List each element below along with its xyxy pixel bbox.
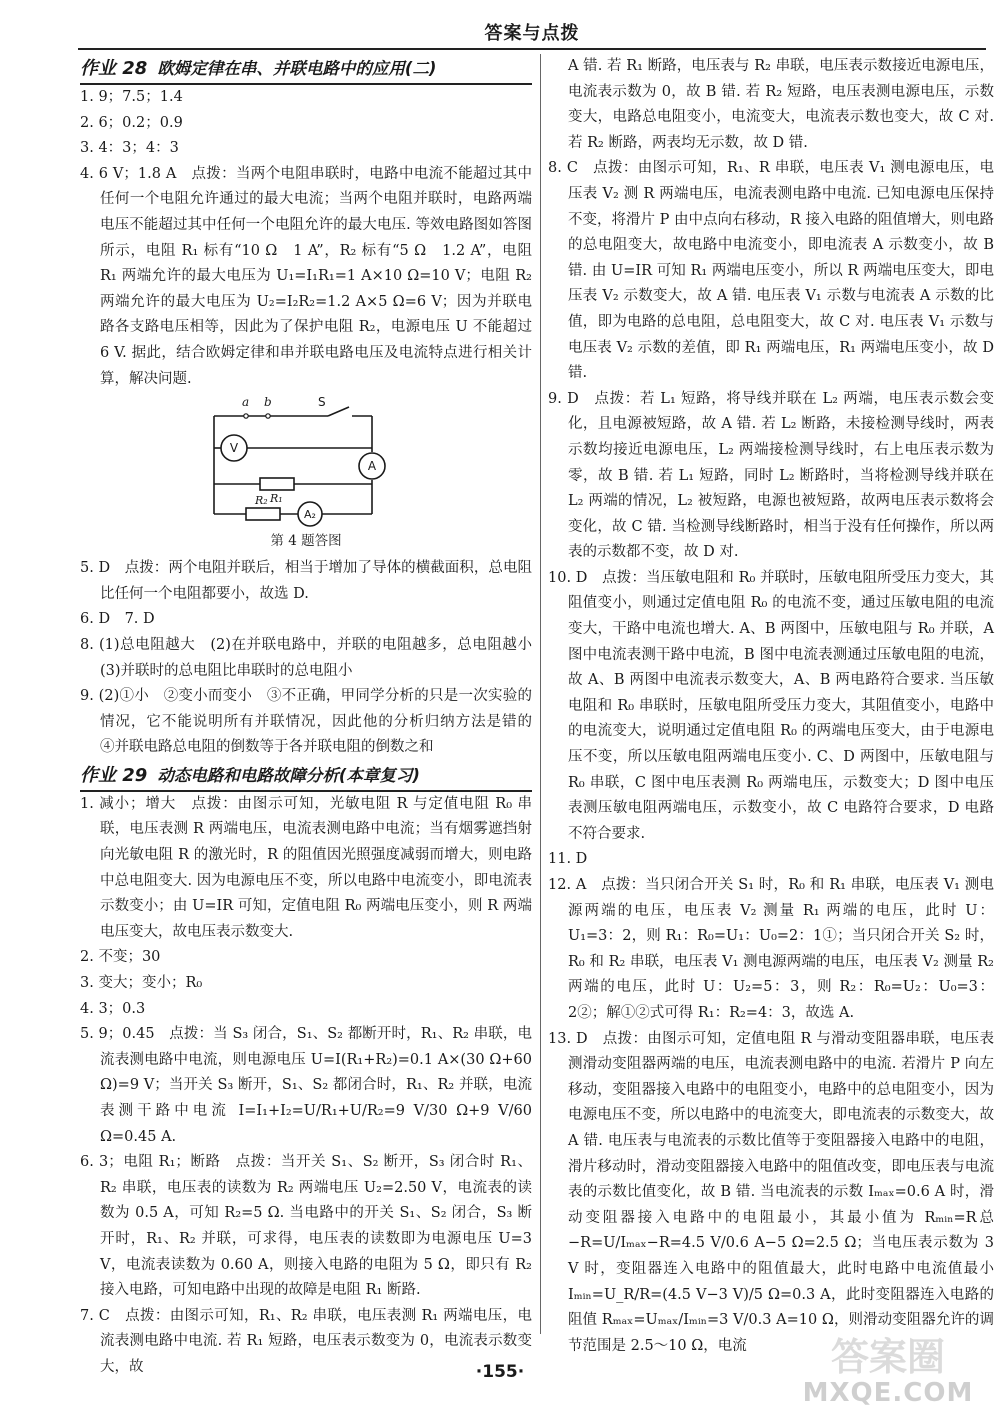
- answer-item: 2. 不变；30: [80, 949, 161, 966]
- section-number-28: 作业 28: [80, 58, 148, 79]
- answer-item: 8. (1)总电阻越大 (2)在并联电路中，并联的电阻越多，总电阻越小 (3)并联时的总电阻比串联时的总电阻小: [80, 636, 547, 679]
- answer-item: 5. 9；0.45 点拨：当 S₃ 闭合，S₁、S₂ 都断开时，R₁、R₂ 串联，电流表测电路中电流，则电源电压 U=I(R₁+R₂)=0.1 A×(30 Ω+60 Ω)=9 V；当开关 S₃ 断开，S₁、S₂ 都闭合时，R₁、R₂ 并联，电流表测干路中电流 I=I₁+I₂=U/R₁+U/R₂=9 V/30 Ω+9 V/60 Ω=0.45 A.: [80, 1026, 532, 1145]
- answer-item: 13. D 点拨：由图示可知，定值电阻 R 与滑动变阻器串联，电压表测滑动变阻器两端的电压，电流表测电路中的电流. 若滑片 P 向左移动，变阻器接入电路中的电阻变小，电路中的总电阻变小，因为电源电压不变，所以电路中的电流变大，即电流表的示数变大，故 A 错. 电压表与电流表的示数比值等于变阻器接入电路中的电阻，滑片移动时，滑动变阻器接入电路中的阻值改变，即电压表与电流表的示数比值变化，故 B 错. 当电流表的示数 Iₘₐₓ=0.6 A 时，滑动变阻器接入电路中的电阻最小，其最小值为 Rₘᵢₙ=R总−R=U/Iₘₐₓ−R=4.5 V/0.6 A−5 Ω=2.5 Ω；当电压表示数为 3 V 时，变阻器连入电路中的阻值最大，此时电路中电流值最小 Iₘᵢₙ=U_R/R=(4.5 V−3 V)/5 Ω=0.3 A，此时变阻器连入电路的阻值 Rₘₐₓ=Uₘₐₓ/Iₘᵢₙ=3 V/0.3 A=10 Ω，则滑动变阻器允许的调节范围是 2.5～10 Ω，电流: [548, 1030, 994, 1354]
- answer-item: 7. C 点拨：由图示可知，R₁、R₂ 串联，电压表测 R₁ 两端电压，电流表测电路中电流. 若 R₁ 短路，电压表示数变为 0，电流表示数变大，故: [80, 1307, 532, 1375]
- section-heading-29: 动态电路和电路故障分析(本章复习): [157, 765, 420, 785]
- section-title-29: [80, 762, 532, 792]
- ammeter-a2-label: A₂: [304, 508, 316, 522]
- circuit-diagram: [206, 394, 406, 530]
- header-title: 答案与点拨: [484, 23, 580, 44]
- answer-item: 4. 3；0.3: [80, 1000, 146, 1017]
- answer-item: 9. D 点拨：若 L₁ 短路，将导线并联在 L₂ 两端，电压表示数会变化，且电源被短路，故 A 错. 若 L₂ 断路，未接检测导线时，两表示数均接近电源电压，L₂ 两端接检测导线时，右上电压表示数为零，故 B 错. 若 L₁ 短路，同时 L₂ 断路时，当将检测导线并联在 L₂ 两端的情况，L₂ 被短路，电源也被短路，故两电压表示数将会变化，故 C 错. 当检测导线断路时，相当于没有任何操作，所以两表的示数都不变，故 D 对.: [548, 390, 994, 561]
- page-header: [78, 14, 986, 50]
- answer-item: 9. (2)①小 ②变小而变小 ③不正确，甲同学分析的只是一次实验的情况，它不能说明所有并联情况，因此他的分析归纳方法是错的 ④并联电路总电阻的倒数等于各并联电阻的倒数之和: [80, 688, 547, 756]
- answer-item: 11. D: [548, 851, 588, 868]
- ammeter-label: A: [367, 459, 377, 474]
- answer-item: 5. D 点拨：两个电阻并联后，相当于增加了导体的横截面积，总电阻比任何一个电阻都要小，故选 D.: [80, 560, 532, 602]
- r1-label: R₁: [270, 492, 283, 506]
- terminal-b-label: b: [264, 395, 272, 410]
- watermark-logo: [788, 1326, 988, 1410]
- r2-label: R₂: [255, 494, 268, 508]
- answer-item: 6. 3；电阻 R₁；断路 点拨：当开关 S₁、S₂ 断开，S₃ 闭合时 R₁、R₂ 串联，电压表的读数为 R₂ 两端电压 U₂=2.50 V，电流表的读数为 0.5 A，可知 R₂=5 Ω. 当电路中的开关 S₁、S₂ 闭合，S₃ 断开时，R₁、R₂ 并联，可求得，电压表的读数即为电源电压 U=3 V，电流表读数为 0.60 A，则接入电路的电阻为 5 Ω，即只有 R₂ 接入电路，可知电路中出现的故障是电阻 R₁ 断路.: [80, 1154, 532, 1299]
- answer-item-continued: A 错. 若 R₁ 断路，电压表与 R₂ 串联，电压表示数接近电源电压，电流表示数为 0，故 B 错. 若 R₂ 短路，电压表测电源电压，示数变大，电路总电阻变小，电流变大，电流表示数也变大，故 C 对. 若 R₂ 断路，两表均无示数，故 D 错.: [568, 58, 994, 151]
- section-number-29: 作业 29: [80, 764, 148, 786]
- circuit-figure: [80, 394, 532, 552]
- page-number: ·155·: [475, 1362, 525, 1382]
- watermark-top: 答案圈: [830, 1335, 945, 1379]
- answer-item: 12. A 点拨：当只闭合开关 S₁ 时，R₀ 和 R₁ 串联，电压表 V₁ 测电源两端的电压，电压表 V₂ 测量 R₁ 两端的电压，此时 U：U₁=3：2，则 R₁：R₀=U₁：U₀=2：1①；当只闭合开关 S₂ 时，R₀ 和 R₂ 串联，电压表 V₁ 测电源两端的电压，电压表 V₂ 测量 R₂ 两端的电压，此时 U：U₂=5：3，则 R₂：R₀=U₂：U₀=3：2②；解①②式可得 R₁：R₂=4：3，故选 A.: [548, 877, 994, 1021]
- voltmeter-label: V: [229, 441, 239, 456]
- answer-item: 6. D 7. D: [80, 611, 155, 628]
- answer-item: 4. 6 V；1.8 A 点拨：当两个电阻串联时，电路中电流不能超过其中任何一个电阻允许通过的最大电流；当两个电阻并联时，电路两端电压不能超过其中任何一个电阻允许的最大电压. 等效电路图如答图所示，电阻 R₁ 标有“10 Ω 1 A”，R₂ 标有“5 Ω 1.2 A”，电阻 R₁ 两端允许的最大电压为 U₁=I₁R₁=1 A×10 Ω=10 V；电阻 R₂ 两端允许的最大电压为 U₂=I₂R₂=1.2 A×5 Ω=6 V；因为并联电路各支路电压相等，因此为了保护电阻 R₂，电源电压 U 不能超过 6 V. 据此，结合欧姆定律和串并联电路电压及电流特点进行相关计算，解决问题.: [80, 165, 532, 387]
- terminal-a-label: a: [242, 395, 250, 410]
- answer-item: 3. 变大；变小；R₀: [80, 975, 203, 992]
- answer-item: 3. 4：3；4：3: [80, 140, 179, 157]
- answer-item: 10. D 点拨：当压敏电阻和 R₀ 并联时，压敏电阻所受压力变大，其阻值变小，则通过定值电阻 R₀ 的电流不变，通过压敏电阻的电流变大，干路中电流也增大. A、B 两图中，压敏电阻与 R₀ 并联，A 图中电流表测干路中电流，B 图中电流表测通过压敏电阻的电流，故 A、B 两图中电流表示数变大，A、B 两电路符合要求. 当压敏电阻和 R₀ 串联时，压敏电阻所受压力变大，其阻值变小，电路中的电流变大，说明通过定值电阻 R₀ 的两端电压变大，由于电源电压不变，所以压敏电阻两端电压变小. C、D 两图中，压敏电阻与 R₀ 串联，C 图中电压表测 R₀ 两端电压，示数变大；D 图中电压表测压敏电阻两端电压，示数变小，故 C 电路符合要求，D 电路不符合要求.: [548, 569, 994, 842]
- right-column: [548, 54, 994, 1354]
- section-title-28: [80, 55, 532, 85]
- switch-label: S: [318, 395, 326, 410]
- watermark-url: MXQE.COM: [802, 1378, 974, 1408]
- column-divider: [540, 54, 541, 1334]
- section-heading-28: 欧姆定律在串、并联电路中的应用(二): [157, 59, 437, 78]
- answer-item: 1. 减小；增大 点拨：由图示可知，光敏电阻 R 与定值电阻 R₀ 串联，电压表测 R 两端电压，电流表测电路中电流；当有烟雾遮挡射向光敏电阻 R 的激光时，R 的阻值因光照强度减弱而增大，则电路中总电阻变大. 因为电源电压不变，所以电路中电流变小，即电流表示数变小；由 U=IR 可知，定值电阻 R₀ 两端电压变小，则 R 两端电压变大，故电压表示数变大.: [80, 795, 532, 940]
- answer-item: 1. 9；7.5；1.4: [80, 89, 183, 105]
- answer-item: 8. C 点拨：由图示可知，R₁、R 串联，电压表 V₁ 测电源电压，电压表 V₂ 测 R 两端电压，电流表测电路中电流. 已知电源电压保持不变，将滑片 P 由中点向右移动，R 接入电路的阻值增大，则电路的总电阻变大，故电路中电流变小，即电流表 A 示数变小，故 B 错. 由 U=IR 可知 R₁ 两端电压变小，所以 R 两端电压变大，即电压表 V₂ 示数变大，故 A 错. 电压表 V₁ 示数与电流表 A 示数的比值，即为电路的总电阻，总电阻变大，故 C 对. 电压表 V₁ 示数与电压表 V₂ 示数的差值，即 R₁ 两端电压，R₁ 两端电压变小，故 D 错.: [548, 160, 994, 382]
- answer-item: 2. 6；0.2；0.9: [80, 114, 183, 131]
- figure-caption: 第 4 题答图: [270, 533, 342, 550]
